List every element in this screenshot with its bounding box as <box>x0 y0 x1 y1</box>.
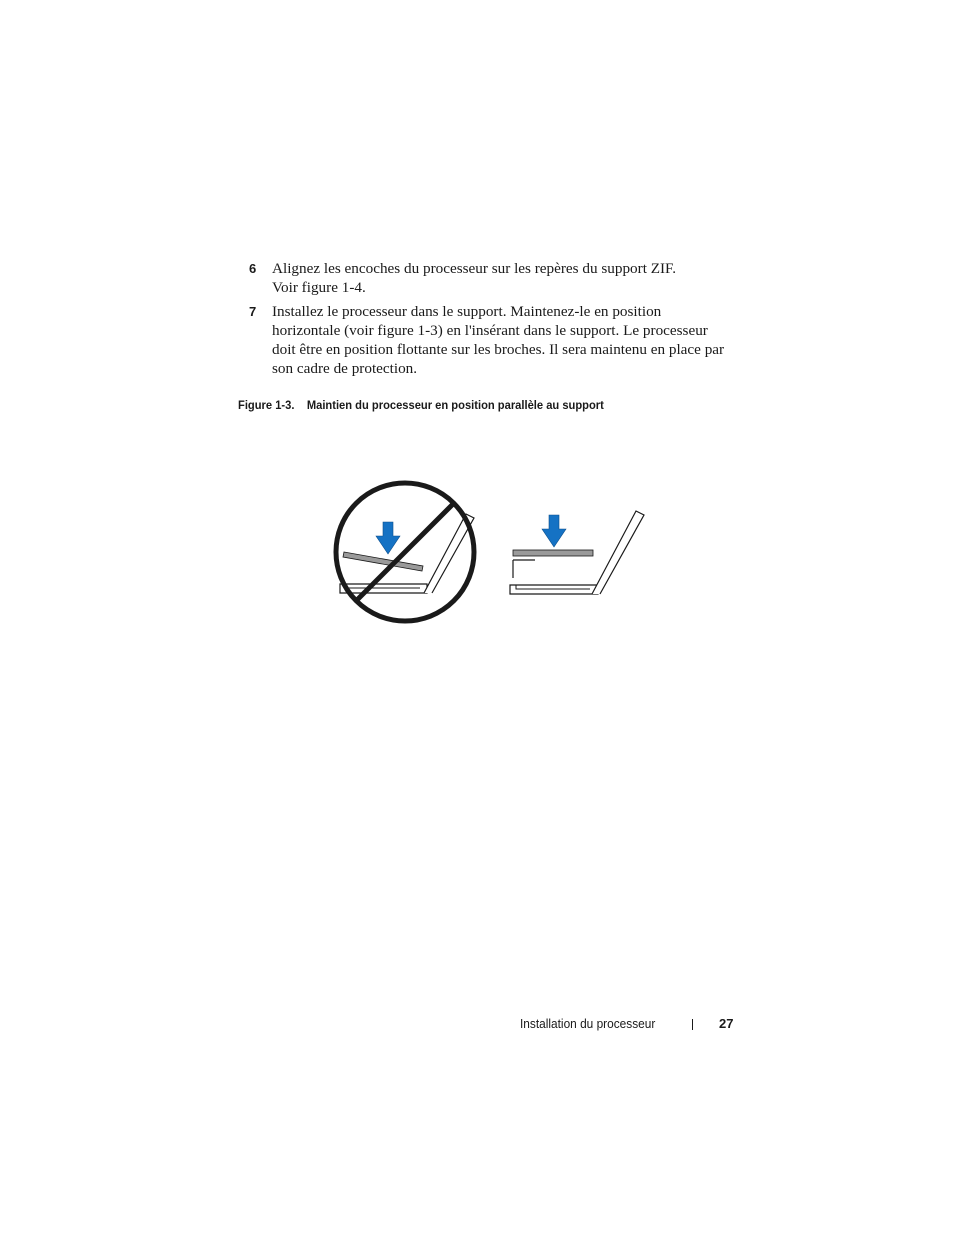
step-number: 6 <box>249 261 257 276</box>
incorrect-installation <box>336 483 474 621</box>
step-text <box>272 259 742 297</box>
footer-section-title: Installation du processeur <box>520 1017 656 1031</box>
step-line: son cadre de protection. <box>272 360 418 377</box>
step-number: 7 <box>249 304 257 319</box>
footer-separator <box>692 1019 693 1030</box>
figure-label: Figure 1-3. <box>238 398 295 412</box>
socket-wall <box>513 560 535 578</box>
processor-installation-figure <box>325 470 655 635</box>
step-line: horizontale (voir figure 1-3) en l'insérant dans le support. Le processeur <box>272 322 708 339</box>
down-arrow-icon <box>376 522 400 554</box>
figure-caption <box>238 397 604 413</box>
step-line: Alignez les encoches du processeur sur les repères du support ZIF. <box>272 260 677 277</box>
page-number: 27 <box>719 1016 734 1031</box>
figure-title: Maintien du processeur en position parallèle au support <box>306 398 604 412</box>
step-line: Voir figure 1-4. <box>272 279 366 296</box>
correct-installation <box>510 511 644 594</box>
socket-lid <box>592 511 644 594</box>
down-arrow-icon <box>542 515 566 547</box>
parallel-processor <box>513 550 593 556</box>
step-line: Installez le processeur dans le support. Maintenez-le en position <box>272 303 662 320</box>
step-line: doit être en position flottante sur les broches. Il sera maintenu en place par <box>272 341 725 358</box>
step-text <box>272 302 742 378</box>
tilted-processor <box>343 552 423 571</box>
